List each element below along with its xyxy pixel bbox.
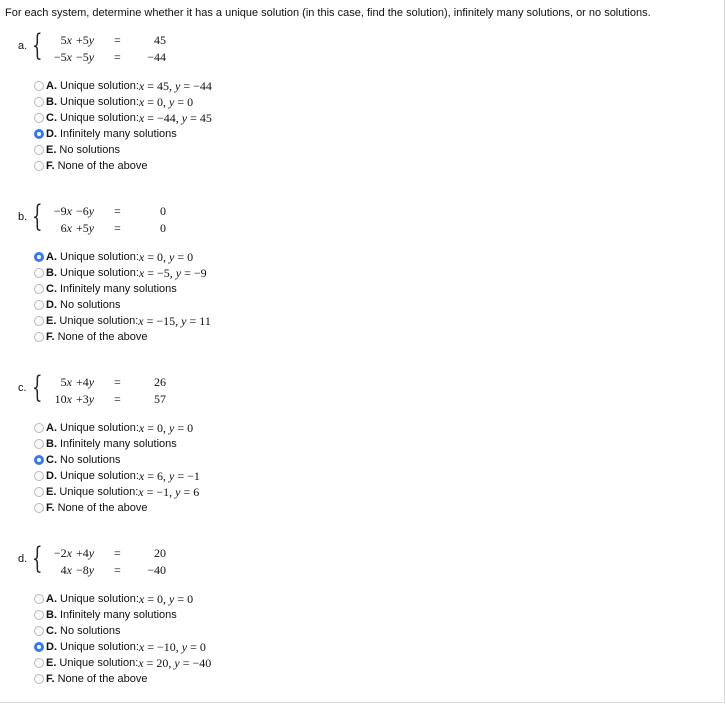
equals-sign: = xyxy=(114,375,121,389)
answer-option[interactable] xyxy=(34,249,211,265)
equals-sign: = xyxy=(114,563,121,577)
radio-button-selected[interactable] xyxy=(34,129,44,139)
problem-label: d. xyxy=(18,553,28,565)
option-text: No solutions xyxy=(60,299,121,311)
radio-button[interactable] xyxy=(34,145,44,155)
option-text: Unique solution: xyxy=(59,315,139,327)
rhs-value: 0 xyxy=(160,204,166,218)
option-letter: A. xyxy=(46,80,57,92)
x-term: 4x xyxy=(60,563,72,577)
x-term: 5x xyxy=(60,375,72,389)
left-brace: { xyxy=(32,370,43,405)
x-term: −5x xyxy=(53,50,72,64)
answer-option[interactable] xyxy=(34,281,211,297)
radio-button[interactable] xyxy=(34,626,44,636)
answer-option[interactable] xyxy=(34,78,212,94)
x-term: −2x xyxy=(53,546,72,560)
radio-button[interactable] xyxy=(34,658,44,668)
radio-button[interactable] xyxy=(34,316,44,326)
equals-sign: = xyxy=(114,33,121,47)
option-letter: E. xyxy=(46,486,57,498)
equals-sign: = xyxy=(114,221,121,235)
left-brace: { xyxy=(32,28,43,63)
option-letter: C. xyxy=(46,625,57,637)
answer-option[interactable] xyxy=(34,607,211,623)
option-text: Unique solution: xyxy=(59,486,139,498)
y-term: −8y xyxy=(76,563,95,577)
radio-button[interactable] xyxy=(34,439,44,449)
radio-button[interactable] xyxy=(34,423,44,433)
option-text: Infinitely many solutions xyxy=(60,438,177,450)
radio-button[interactable] xyxy=(34,97,44,107)
option-letter: F. xyxy=(46,502,55,514)
option-text: No solutions xyxy=(60,454,121,466)
option-letter: B. xyxy=(46,438,57,450)
y-term: +3y xyxy=(76,392,95,406)
option-math: x = 20, y = −40 xyxy=(138,656,212,670)
rhs-value: 20 xyxy=(154,546,166,560)
equation-row xyxy=(42,562,192,578)
x-term: 6x xyxy=(60,221,72,235)
option-letter: A. xyxy=(46,422,57,434)
left-brace: { xyxy=(32,199,43,234)
rhs-value: −44 xyxy=(147,50,166,64)
answer-option[interactable] xyxy=(34,126,212,142)
option-letter: A. xyxy=(46,593,57,605)
option-text: Unique solution: xyxy=(60,251,139,263)
option-text: Unique solution: xyxy=(60,267,139,279)
problem-label: a. xyxy=(18,40,28,52)
radio-button[interactable] xyxy=(34,300,44,310)
option-letter: C. xyxy=(46,454,57,466)
option-math: x = 6, y = −1 xyxy=(138,469,200,483)
answer-option[interactable] xyxy=(34,94,212,110)
option-text: Unique solution: xyxy=(60,422,139,434)
option-math: x = 0, y = 0 xyxy=(138,592,194,606)
problem-label: b. xyxy=(18,211,28,223)
option-text: None of the above xyxy=(57,160,148,172)
radio-button[interactable] xyxy=(34,161,44,171)
rhs-value: 45 xyxy=(154,33,166,47)
answer-options xyxy=(34,591,211,687)
option-letter: D. xyxy=(46,641,57,653)
rhs-value: 57 xyxy=(154,392,166,406)
option-math: x = 0, y = 0 xyxy=(138,421,194,435)
answer-option[interactable] xyxy=(34,158,212,174)
answer-option[interactable] xyxy=(34,468,200,484)
radio-button[interactable] xyxy=(34,487,44,497)
option-math: x = 45, y = −44 xyxy=(138,79,212,93)
option-letter: E. xyxy=(46,657,57,669)
radio-button-selected[interactable] xyxy=(34,642,44,652)
option-text: No solutions xyxy=(59,144,120,156)
option-letter: E. xyxy=(46,144,57,156)
y-term: +5y xyxy=(76,33,95,47)
option-letter: C. xyxy=(46,283,57,295)
option-letter: D. xyxy=(46,470,57,482)
option-math: x = −1, y = 6 xyxy=(138,485,200,499)
option-text: Unique solution: xyxy=(60,641,139,653)
option-text: Unique solution: xyxy=(60,593,139,605)
option-math: x = −44, y = 45 xyxy=(138,111,212,125)
equation-row xyxy=(42,374,192,390)
radio-button[interactable] xyxy=(34,284,44,294)
option-letter: B. xyxy=(46,609,57,621)
y-term: −5y xyxy=(76,50,95,64)
equation-row xyxy=(42,203,192,219)
rhs-value: 26 xyxy=(154,375,166,389)
option-letter: F. xyxy=(46,673,55,685)
option-text: Infinitely many solutions xyxy=(60,128,177,140)
instructions-text: For each system, determine whether it has a unique solution (in this case, find the solution), infinitely many solutions, or no solutions. xyxy=(5,7,651,19)
option-math: x = −5, y = −9 xyxy=(138,266,207,280)
option-letter: E. xyxy=(46,315,57,327)
option-text: Unique solution: xyxy=(60,470,139,482)
x-term: 10x xyxy=(54,392,72,406)
option-math: x = 0, y = 0 xyxy=(138,250,194,264)
equation-row xyxy=(42,49,192,65)
option-letter: A. xyxy=(46,251,57,263)
answer-options xyxy=(34,78,212,174)
option-text: None of the above xyxy=(57,331,148,343)
option-letter: C. xyxy=(46,112,57,124)
y-term: +5y xyxy=(76,221,95,235)
option-text: Unique solution: xyxy=(60,112,139,124)
left-brace: { xyxy=(32,541,43,576)
answer-option[interactable] xyxy=(34,655,211,671)
equation-system xyxy=(32,28,192,66)
answer-option[interactable] xyxy=(34,623,211,639)
radio-button-selected[interactable] xyxy=(34,455,44,465)
option-letter: B. xyxy=(46,96,57,108)
answer-option[interactable] xyxy=(34,591,211,607)
answer-option[interactable] xyxy=(34,671,211,687)
answer-option[interactable] xyxy=(34,452,200,468)
option-text: No solutions xyxy=(60,625,121,637)
radio-button[interactable] xyxy=(34,471,44,481)
option-text: Unique solution: xyxy=(59,657,139,669)
radio-button[interactable] xyxy=(34,332,44,342)
radio-button[interactable] xyxy=(34,610,44,620)
radio-button[interactable] xyxy=(34,503,44,513)
answer-option[interactable] xyxy=(34,265,211,281)
radio-button[interactable] xyxy=(34,113,44,123)
radio-button[interactable] xyxy=(34,268,44,278)
answer-option[interactable] xyxy=(34,110,212,126)
equation-system xyxy=(32,541,192,579)
answer-options xyxy=(34,420,200,516)
radio-button[interactable] xyxy=(34,594,44,604)
answer-option[interactable] xyxy=(34,484,200,500)
equation-system xyxy=(32,370,192,408)
problem-label: c. xyxy=(18,382,27,394)
answer-option[interactable] xyxy=(34,436,200,452)
radio-button-selected[interactable] xyxy=(34,252,44,262)
option-letter: B. xyxy=(46,267,57,279)
rhs-value: −40 xyxy=(147,563,166,577)
answer-option[interactable] xyxy=(34,313,211,329)
option-math: x = −10, y = 0 xyxy=(138,640,206,654)
equals-sign: = xyxy=(114,50,121,64)
rhs-value: 0 xyxy=(160,221,166,235)
x-term: −9x xyxy=(53,204,72,218)
option-letter: D. xyxy=(46,299,57,311)
option-text: Unique solution: xyxy=(60,80,139,92)
equals-sign: = xyxy=(114,392,121,406)
equation-row xyxy=(42,32,192,48)
option-text: Infinitely many solutions xyxy=(60,283,177,295)
option-text: Infinitely many solutions xyxy=(60,609,177,621)
option-letter: D. xyxy=(46,128,57,140)
x-term: 5x xyxy=(60,33,72,47)
radio-button[interactable] xyxy=(34,81,44,91)
option-text: None of the above xyxy=(57,502,148,514)
equals-sign: = xyxy=(114,546,121,560)
equation-row xyxy=(42,545,192,561)
answer-option[interactable] xyxy=(34,420,200,436)
equals-sign: = xyxy=(114,204,121,218)
y-term: +4y xyxy=(76,375,95,389)
option-math: x = −15, y = 11 xyxy=(138,314,211,328)
option-text: None of the above xyxy=(57,673,148,685)
equation-system xyxy=(32,199,192,237)
y-term: −6y xyxy=(76,204,95,218)
option-math: x = 0, y = 0 xyxy=(138,95,194,109)
answer-option[interactable] xyxy=(34,142,212,158)
answer-option[interactable] xyxy=(34,297,211,313)
option-letter: F. xyxy=(46,160,55,172)
answer-option[interactable] xyxy=(34,639,211,655)
answer-option[interactable] xyxy=(34,329,211,345)
radio-button[interactable] xyxy=(34,674,44,684)
option-letter: F. xyxy=(46,331,55,343)
equation-row xyxy=(42,391,192,407)
answer-options xyxy=(34,249,211,345)
option-text: Unique solution: xyxy=(60,96,139,108)
y-term: +4y xyxy=(76,546,95,560)
answer-option[interactable] xyxy=(34,500,200,516)
equation-row xyxy=(42,220,192,236)
